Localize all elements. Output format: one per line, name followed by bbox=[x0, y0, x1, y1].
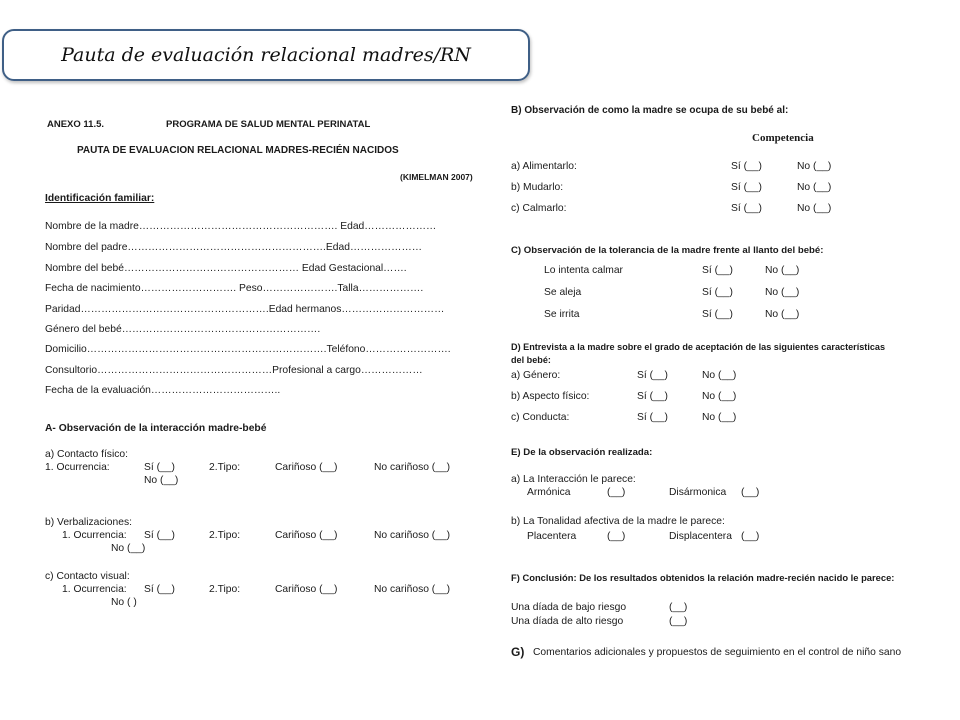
d-item-behavior-no: No (__) bbox=[702, 412, 737, 423]
c-visual-label: c) Contacto visual: bbox=[45, 571, 130, 582]
section-a-heading: A- Observación de la interacción madre-bebé bbox=[45, 423, 267, 434]
b-verbal-label: b) Verbalizaciones: bbox=[45, 517, 133, 528]
section-d-heading: D) Entrevista a la madre sobre el grado de aceptación de las siguientes características bbox=[511, 342, 886, 352]
id-line-eval-date: Fecha de la evaluación……………………………….. bbox=[45, 385, 281, 396]
a-not-affectionate: No cariñoso (__) bbox=[374, 462, 451, 473]
b-item-change-yes: Sí (__) bbox=[731, 182, 762, 193]
c-item-irritated-yes: Sí (__) bbox=[702, 309, 733, 320]
reference: (KIMELMAN 2007) bbox=[400, 172, 473, 182]
b-type: 2.Tipo: bbox=[209, 530, 241, 541]
f-high-risk-box: (__) bbox=[669, 616, 688, 627]
a-affectionate: Cariñoso (__) bbox=[275, 462, 338, 473]
id-line-father: Nombre del padre………………………………………………….Edad………………… bbox=[45, 242, 423, 253]
b-item-feed: a) Alimentarlo: bbox=[511, 161, 577, 172]
c-occurrence: 1. Ocurrencia: bbox=[62, 584, 127, 595]
id-line-address: Domicilio…………………………………………………………….Teléfono……………………. bbox=[45, 344, 451, 355]
c-item-irritated: Se irrita bbox=[544, 309, 580, 320]
d-item-appearance: b) Aspecto físico: bbox=[511, 391, 590, 402]
c-item-irritated-no: No (__) bbox=[765, 309, 800, 320]
d-item-gender: a) Género: bbox=[511, 370, 561, 381]
id-line-clinic: Consultorio……………………………………………Profesional a cargo……………… bbox=[45, 365, 423, 376]
d-item-gender-no: No (__) bbox=[702, 370, 737, 381]
e-disharmonic-box: (__) bbox=[741, 487, 760, 498]
a-type: 2.Tipo: bbox=[209, 462, 241, 473]
id-line-baby: Nombre del bebé…………………………………………… Edad Gestacional……. bbox=[45, 263, 407, 274]
id-heading: Identificación familiar: bbox=[45, 193, 155, 204]
g-label: G) bbox=[511, 645, 525, 659]
g-comments: Comentarios adicionales y propuestos de seguimiento en el control de niño sano bbox=[533, 647, 902, 658]
c-not-affectionate: No cariñoso (__) bbox=[374, 584, 451, 595]
slide-title: Pauta de evaluación relacional madres/RN bbox=[2, 29, 530, 81]
section-e-heading: E) De la observación realizada: bbox=[511, 447, 653, 458]
d-item-behavior: c) Conducta: bbox=[511, 412, 570, 423]
a-yes: Sí (__) bbox=[144, 462, 175, 473]
a-no: No (__) bbox=[144, 475, 179, 486]
id-line-mother: Nombre de la madre…………………………………………………. Edad………………… bbox=[45, 221, 437, 232]
e-unpleasant: Displacentera bbox=[669, 531, 732, 542]
section-d-heading-2: del bebé: bbox=[511, 355, 551, 365]
form-title: PAUTA DE EVALUACION RELACIONAL MADRES-RECIÉN NACIDOS bbox=[77, 145, 399, 156]
f-low-risk-box: (__) bbox=[669, 602, 688, 613]
section-b-heading: B) Observación de como la madre se ocupa de su bebé al: bbox=[511, 105, 789, 116]
b-no: No (__) bbox=[111, 543, 146, 554]
a-occurrence: 1. Ocurrencia: bbox=[45, 462, 110, 473]
section-f-heading: F) Conclusión: De los resultados obtenidos la relación madre-recién nacido le parece: bbox=[511, 572, 895, 583]
b-item-calm-no: No (__) bbox=[797, 203, 832, 214]
annex-label: ANEXO 11.5. bbox=[47, 119, 105, 130]
e-harmonic: Armónica bbox=[527, 487, 571, 498]
e-unpleasant-box: (__) bbox=[741, 531, 760, 542]
c-item-tries-no: No (__) bbox=[765, 265, 800, 276]
c-no: No ( ) bbox=[111, 597, 137, 608]
b-item-calm: c) Calmarlo: bbox=[511, 203, 567, 214]
e-harmonic-box: (__) bbox=[607, 487, 626, 498]
f-high-risk: Una díada de alto riesgo bbox=[511, 616, 624, 627]
b-item-change: b) Mudarlo: bbox=[511, 182, 564, 193]
c-item-away-no: No (__) bbox=[765, 287, 800, 298]
b-item-calm-yes: Sí (__) bbox=[731, 203, 762, 214]
d-item-appearance-yes: Sí (__) bbox=[637, 391, 668, 402]
d-item-behavior-yes: Sí (__) bbox=[637, 412, 668, 423]
b-affectionate: Cariñoso (__) bbox=[275, 530, 338, 541]
b-not-affectionate: No cariñoso (__) bbox=[374, 530, 451, 541]
competence-header: Competencia bbox=[752, 132, 814, 144]
c-item-tries: Lo intenta calmar bbox=[544, 265, 623, 276]
c-type: 2.Tipo: bbox=[209, 584, 241, 595]
id-line-gender: Género del bebé…………………………………………………. bbox=[45, 324, 321, 335]
program-name: PROGRAMA DE SALUD MENTAL PERINATAL bbox=[166, 119, 371, 130]
c-item-away-yes: Sí (__) bbox=[702, 287, 733, 298]
b-occurrence: 1. Ocurrencia: bbox=[62, 530, 127, 541]
e-pleasant-box: (__) bbox=[607, 531, 626, 542]
c-yes: Sí (__) bbox=[144, 584, 175, 595]
e-tone-label: b) La Tonalidad afectiva de la madre le parece: bbox=[511, 516, 725, 527]
c-item-tries-yes: Sí (__) bbox=[702, 265, 733, 276]
d-item-appearance-no: No (__) bbox=[702, 391, 737, 402]
d-item-gender-yes: Sí (__) bbox=[637, 370, 668, 381]
b-item-feed-no: No (__) bbox=[797, 161, 832, 172]
e-interaction-label: a) La Interacción le parece: bbox=[511, 474, 636, 485]
e-pleasant: Placentera bbox=[527, 531, 577, 542]
b-item-feed-yes: Sí (__) bbox=[731, 161, 762, 172]
f-low-risk: Una díada de bajo riesgo bbox=[511, 602, 627, 613]
b-item-change-no: No (__) bbox=[797, 182, 832, 193]
c-item-away: Se aleja bbox=[544, 287, 582, 298]
c-affectionate: Cariñoso (__) bbox=[275, 584, 338, 595]
id-line-parity: Paridad……………………………………………….Edad hermanos………………………… bbox=[45, 304, 445, 315]
e-disharmonic: Disármonica bbox=[669, 487, 727, 498]
a-physical-label: a) Contacto físico: bbox=[45, 449, 128, 460]
id-line-birth: Fecha de nacimiento………………………. Peso………………….Talla………………. bbox=[45, 283, 424, 294]
section-c-heading: C) Observación de la tolerancia de la madre frente al llanto del bebé: bbox=[511, 245, 824, 256]
b-yes: Sí (__) bbox=[144, 530, 175, 541]
